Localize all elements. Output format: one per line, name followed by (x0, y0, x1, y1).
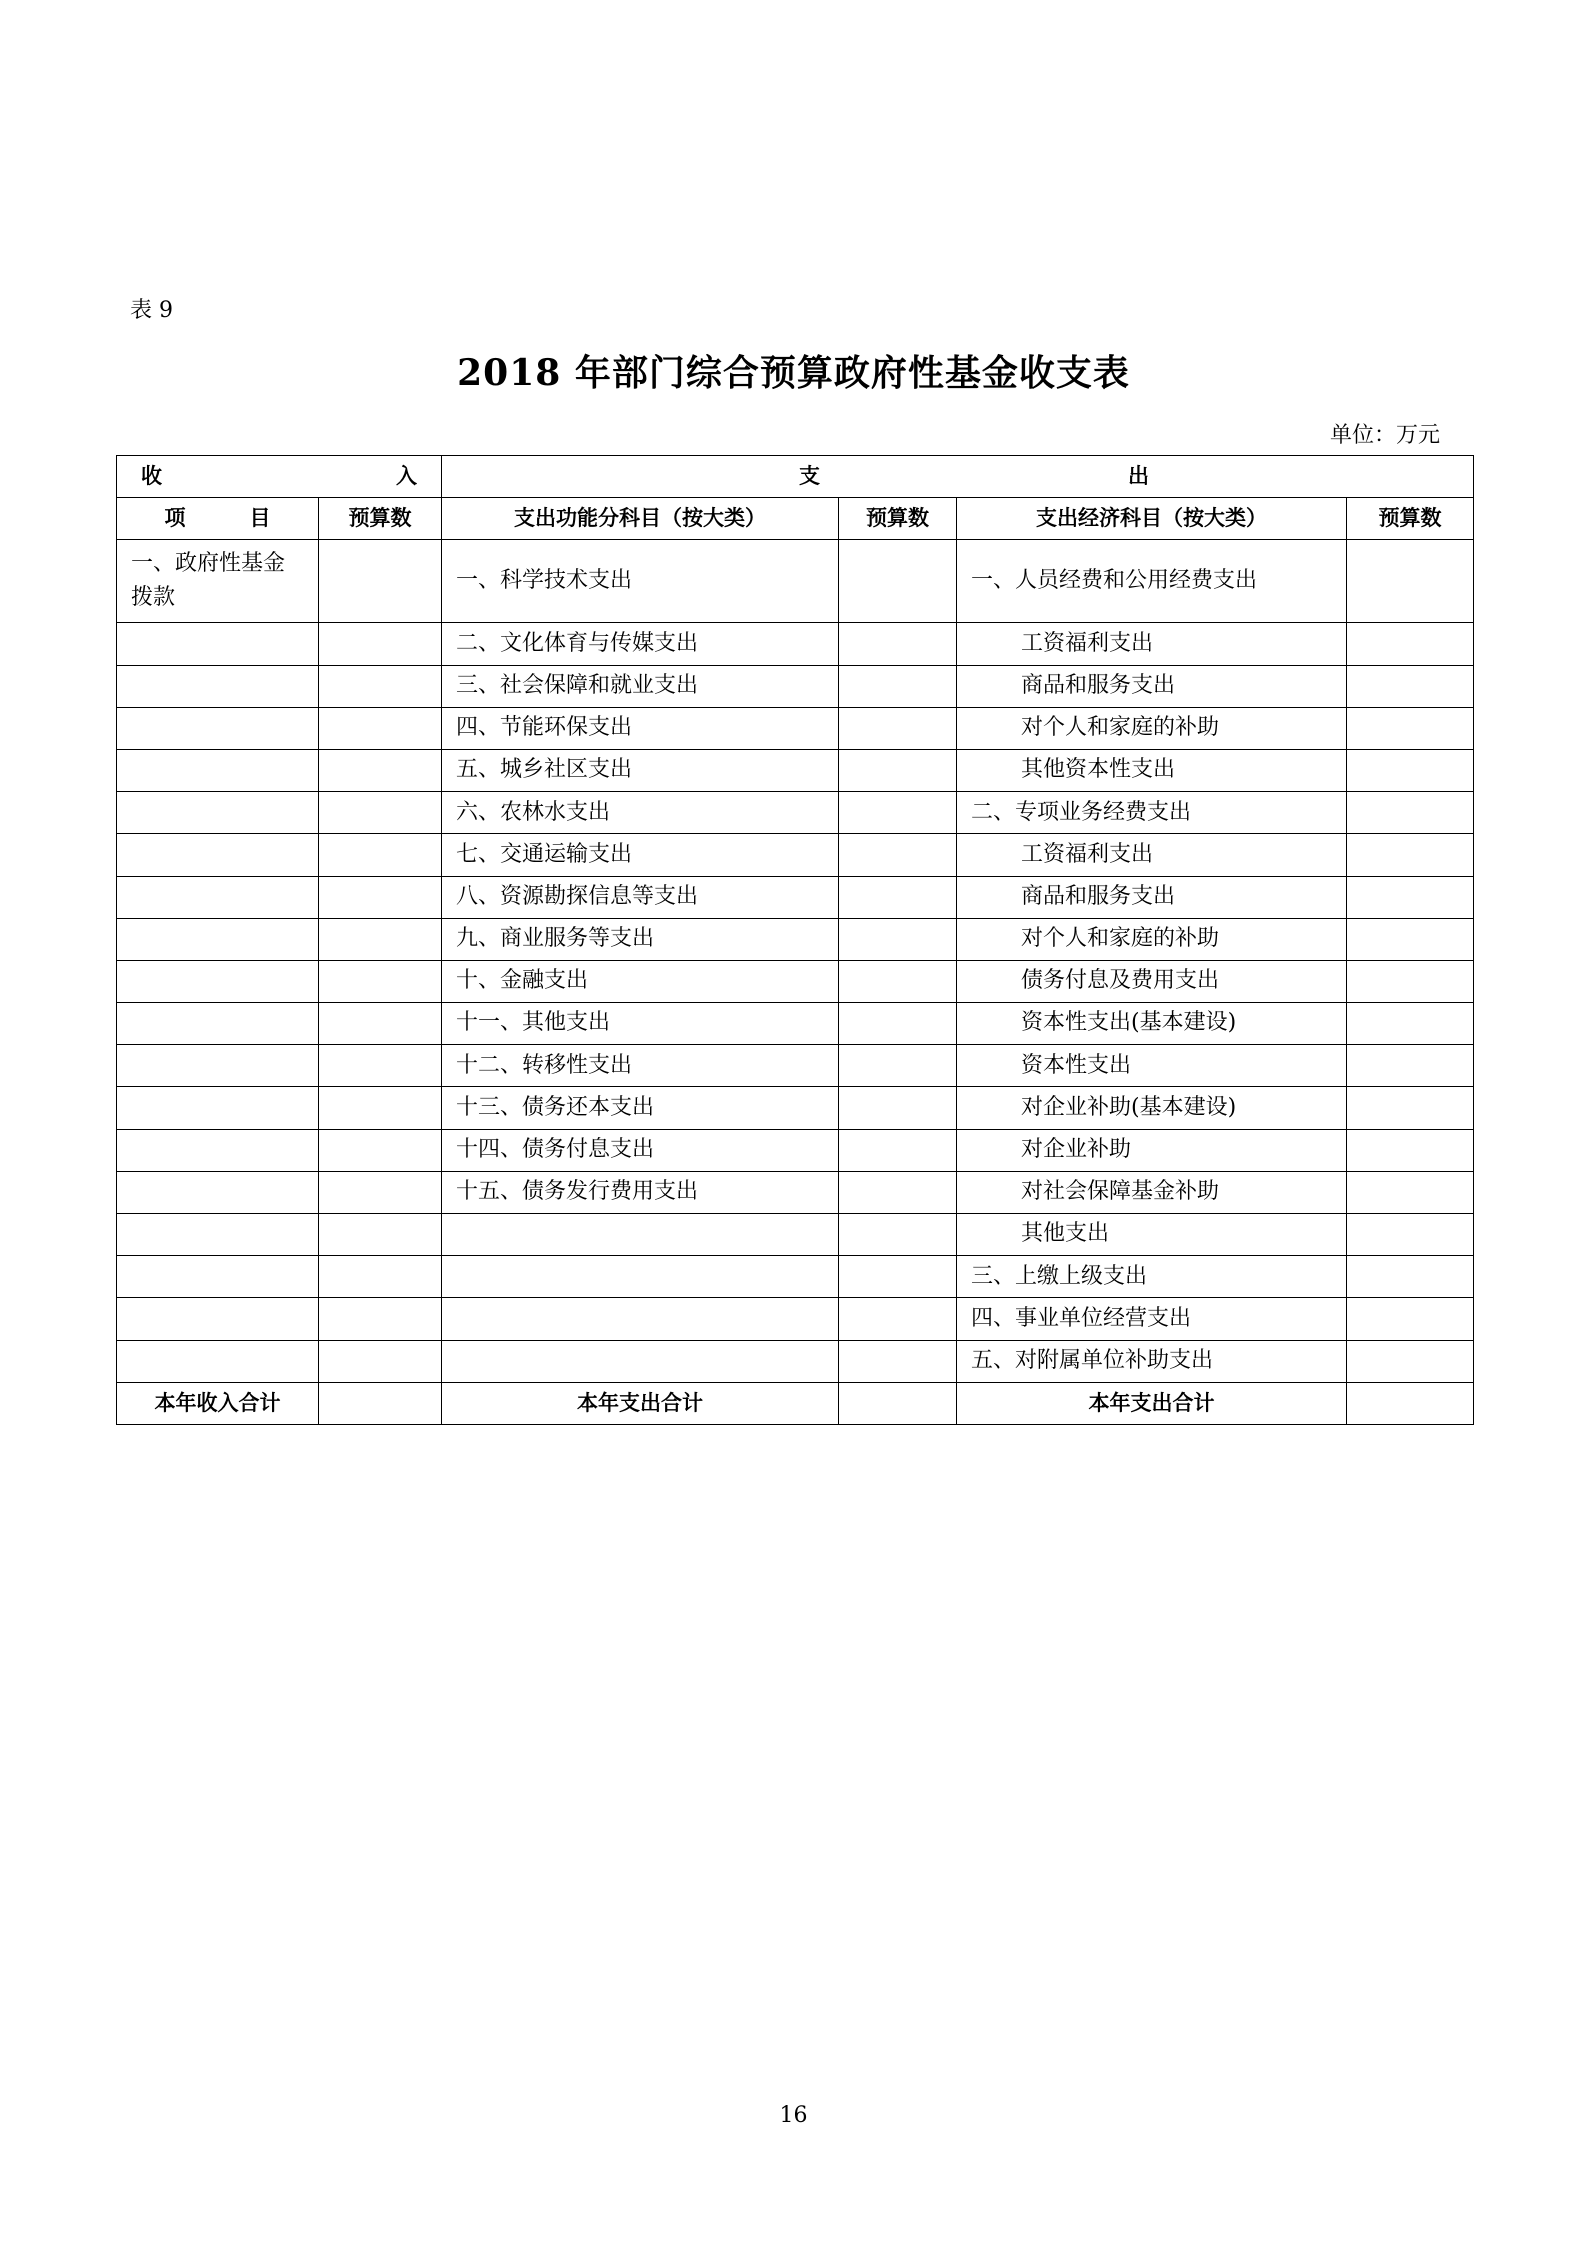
func-item-cell (442, 1298, 839, 1340)
func-budget-cell (839, 707, 957, 749)
econ-total-value (1347, 1382, 1474, 1424)
income-budget-cell (319, 1003, 442, 1045)
econ-item-cell: 四、事业单位经营支出 (957, 1298, 1347, 1340)
func-budget-cell (839, 1129, 957, 1171)
table-row (117, 1298, 1474, 1340)
econ-budget-cell (1347, 1171, 1474, 1213)
func-budget-cell (839, 918, 957, 960)
page-title: 2018 年部门综合预算政府性基金收支表 (457, 352, 1130, 394)
income-budget-cell (319, 834, 442, 876)
income-budget-cell (319, 960, 442, 1002)
econ-budget-cell (1347, 707, 1474, 749)
econ-item-cell: 对社会保障基金补助 (957, 1171, 1347, 1213)
income-item-cell (117, 834, 319, 876)
total-row (117, 1382, 1474, 1424)
col-econ-budget-header: 预算数 (1347, 498, 1474, 540)
func-budget-cell (839, 876, 957, 918)
table-row (117, 540, 1474, 623)
econ-item-cell: 商品和服务支出 (957, 876, 1347, 918)
func-budget-cell (839, 623, 957, 665)
econ-budget-cell (1347, 1087, 1474, 1129)
expense-header: 支 出 (442, 456, 1474, 498)
func-total-value (839, 1382, 957, 1424)
func-budget-cell (839, 665, 957, 707)
econ-item-cell: 一、人员经费和公用经费支出 (957, 540, 1347, 623)
table-row (117, 1256, 1474, 1298)
func-budget-cell (839, 1045, 957, 1087)
income-item-cell (117, 1340, 319, 1382)
table-row (117, 1087, 1474, 1129)
econ-budget-cell (1347, 1003, 1474, 1045)
econ-budget-cell (1347, 623, 1474, 665)
income-budget-cell (319, 665, 442, 707)
func-budget-cell (839, 960, 957, 1002)
income-budget-cell (319, 918, 442, 960)
income-item-cell (117, 876, 319, 918)
econ-total-label: 本年支出合计 (957, 1382, 1347, 1424)
func-total-label: 本年支出合计 (442, 1382, 839, 1424)
func-budget-cell (839, 540, 957, 623)
table-row (117, 1171, 1474, 1213)
econ-item-cell: 五、对附属单位补助支出 (957, 1340, 1347, 1382)
income-item-cell (117, 707, 319, 749)
income-item-cell (117, 960, 319, 1002)
header-row-group (117, 456, 1474, 498)
econ-budget-cell (1347, 960, 1474, 1002)
income-item-cell (117, 623, 319, 665)
func-budget-cell (839, 1171, 957, 1213)
income-item-cell (117, 792, 319, 834)
table-row (117, 918, 1474, 960)
econ-item-cell: 其他支出 (957, 1214, 1347, 1256)
econ-item-cell: 工资福利支出 (957, 623, 1347, 665)
econ-budget-cell (1347, 1045, 1474, 1087)
income-budget-cell (319, 1256, 442, 1298)
table-row (117, 665, 1474, 707)
func-item-cell (442, 1214, 839, 1256)
econ-item-cell: 二、专项业务经费支出 (957, 792, 1347, 834)
func-item-cell: 四、节能环保支出 (442, 707, 839, 749)
econ-budget-cell (1347, 749, 1474, 791)
income-budget-cell (319, 707, 442, 749)
income-item-cell (117, 1256, 319, 1298)
income-budget-cell (319, 1045, 442, 1087)
col-item-header: 项 目 (117, 498, 319, 540)
func-item-cell: 十二、转移性支出 (442, 1045, 839, 1087)
econ-budget-cell (1347, 1129, 1474, 1171)
func-budget-cell (839, 834, 957, 876)
income-header: 收 入 (117, 456, 442, 498)
col-func-budget-header: 预算数 (839, 498, 957, 540)
func-item-cell: 三、社会保障和就业支出 (442, 665, 839, 707)
func-budget-cell (839, 1298, 957, 1340)
econ-budget-cell (1347, 1256, 1474, 1298)
econ-item-cell: 资本性支出(基本建设) (957, 1003, 1347, 1045)
income-budget-cell (319, 792, 442, 834)
income-budget-cell (319, 1214, 442, 1256)
table-row (117, 960, 1474, 1002)
func-item-cell: 十、金融支出 (442, 960, 839, 1002)
table-row (117, 1003, 1474, 1045)
table-row (117, 623, 1474, 665)
func-budget-cell (839, 1087, 957, 1129)
func-budget-cell (839, 1340, 957, 1382)
income-total-label: 本年收入合计 (117, 1382, 319, 1424)
econ-budget-cell (1347, 665, 1474, 707)
table-row (117, 1214, 1474, 1256)
table-row (117, 876, 1474, 918)
econ-budget-cell (1347, 1298, 1474, 1340)
func-item-cell: 十五、债务发行费用支出 (442, 1171, 839, 1213)
unit-label: 单位：万元 (1330, 423, 1441, 448)
income-budget-cell (319, 1171, 442, 1213)
income-budget-cell (319, 540, 442, 623)
budget-table (116, 455, 1474, 1425)
income-budget-cell (319, 1129, 442, 1171)
func-budget-cell (839, 749, 957, 791)
func-item-cell: 七、交通运输支出 (442, 834, 839, 876)
income-item-cell (117, 1045, 319, 1087)
income-item-cell (117, 1129, 319, 1171)
table-row (117, 707, 1474, 749)
income-item-cell (117, 1087, 319, 1129)
col-func-header: 支出功能分科目（按大类） (442, 498, 839, 540)
econ-item-cell: 商品和服务支出 (957, 665, 1347, 707)
econ-item-cell: 对个人和家庭的补助 (957, 918, 1347, 960)
econ-item-cell: 对企业补助 (957, 1129, 1347, 1171)
income-budget-cell (319, 1087, 442, 1129)
func-item-cell: 二、文化体育与传媒支出 (442, 623, 839, 665)
func-budget-cell (839, 1003, 957, 1045)
col-econ-header: 支出经济科目（按大类） (957, 498, 1347, 540)
income-item-cell (117, 665, 319, 707)
econ-item-cell: 其他资本性支出 (957, 749, 1347, 791)
income-budget-cell (319, 623, 442, 665)
econ-budget-cell (1347, 1214, 1474, 1256)
table-row (117, 1340, 1474, 1382)
econ-budget-cell (1347, 1340, 1474, 1382)
func-item-cell: 八、资源勘探信息等支出 (442, 876, 839, 918)
table-row (117, 792, 1474, 834)
econ-item-cell: 对企业补助(基本建设) (957, 1087, 1347, 1129)
income-item-cell (117, 1298, 319, 1340)
page-number: 16 (779, 2103, 808, 2128)
table-row (117, 1129, 1474, 1171)
func-budget-cell (839, 1256, 957, 1298)
func-item-cell: 十三、债务还本支出 (442, 1087, 839, 1129)
table-row (117, 834, 1474, 876)
econ-item-cell: 三、上缴上级支出 (957, 1256, 1347, 1298)
income-budget-cell (319, 749, 442, 791)
econ-item-cell: 资本性支出 (957, 1045, 1347, 1087)
income-budget-cell (319, 1340, 442, 1382)
func-item-cell: 九、商业服务等支出 (442, 918, 839, 960)
econ-budget-cell (1347, 834, 1474, 876)
econ-item-cell: 对个人和家庭的补助 (957, 707, 1347, 749)
econ-budget-cell (1347, 792, 1474, 834)
income-item-cell (117, 1171, 319, 1213)
table-number: 表 9 (130, 298, 173, 323)
econ-item-cell: 债务付息及费用支出 (957, 960, 1347, 1002)
col-income-budget-header: 预算数 (319, 498, 442, 540)
func-item-cell (442, 1256, 839, 1298)
table-row (117, 749, 1474, 791)
func-item-cell: 五、城乡社区支出 (442, 749, 839, 791)
econ-item-cell: 工资福利支出 (957, 834, 1347, 876)
income-total-value (319, 1382, 442, 1424)
func-item-cell (442, 1340, 839, 1382)
func-item-cell: 六、农林水支出 (442, 792, 839, 834)
econ-budget-cell (1347, 918, 1474, 960)
econ-budget-cell (1347, 540, 1474, 623)
func-item-cell: 一、科学技术支出 (442, 540, 839, 623)
table-row (117, 1045, 1474, 1087)
income-item-cell (117, 1214, 319, 1256)
func-budget-cell (839, 792, 957, 834)
income-budget-cell (319, 876, 442, 918)
header-row-columns (117, 498, 1474, 540)
income-item-cell (117, 918, 319, 960)
income-item-cell (117, 749, 319, 791)
func-item-cell: 十四、债务付息支出 (442, 1129, 839, 1171)
income-item-cell: 一、政府性基金拨款 (117, 540, 319, 623)
econ-budget-cell (1347, 876, 1474, 918)
income-item-cell (117, 1003, 319, 1045)
func-item-cell: 十一、其他支出 (442, 1003, 839, 1045)
income-budget-cell (319, 1298, 442, 1340)
func-budget-cell (839, 1214, 957, 1256)
